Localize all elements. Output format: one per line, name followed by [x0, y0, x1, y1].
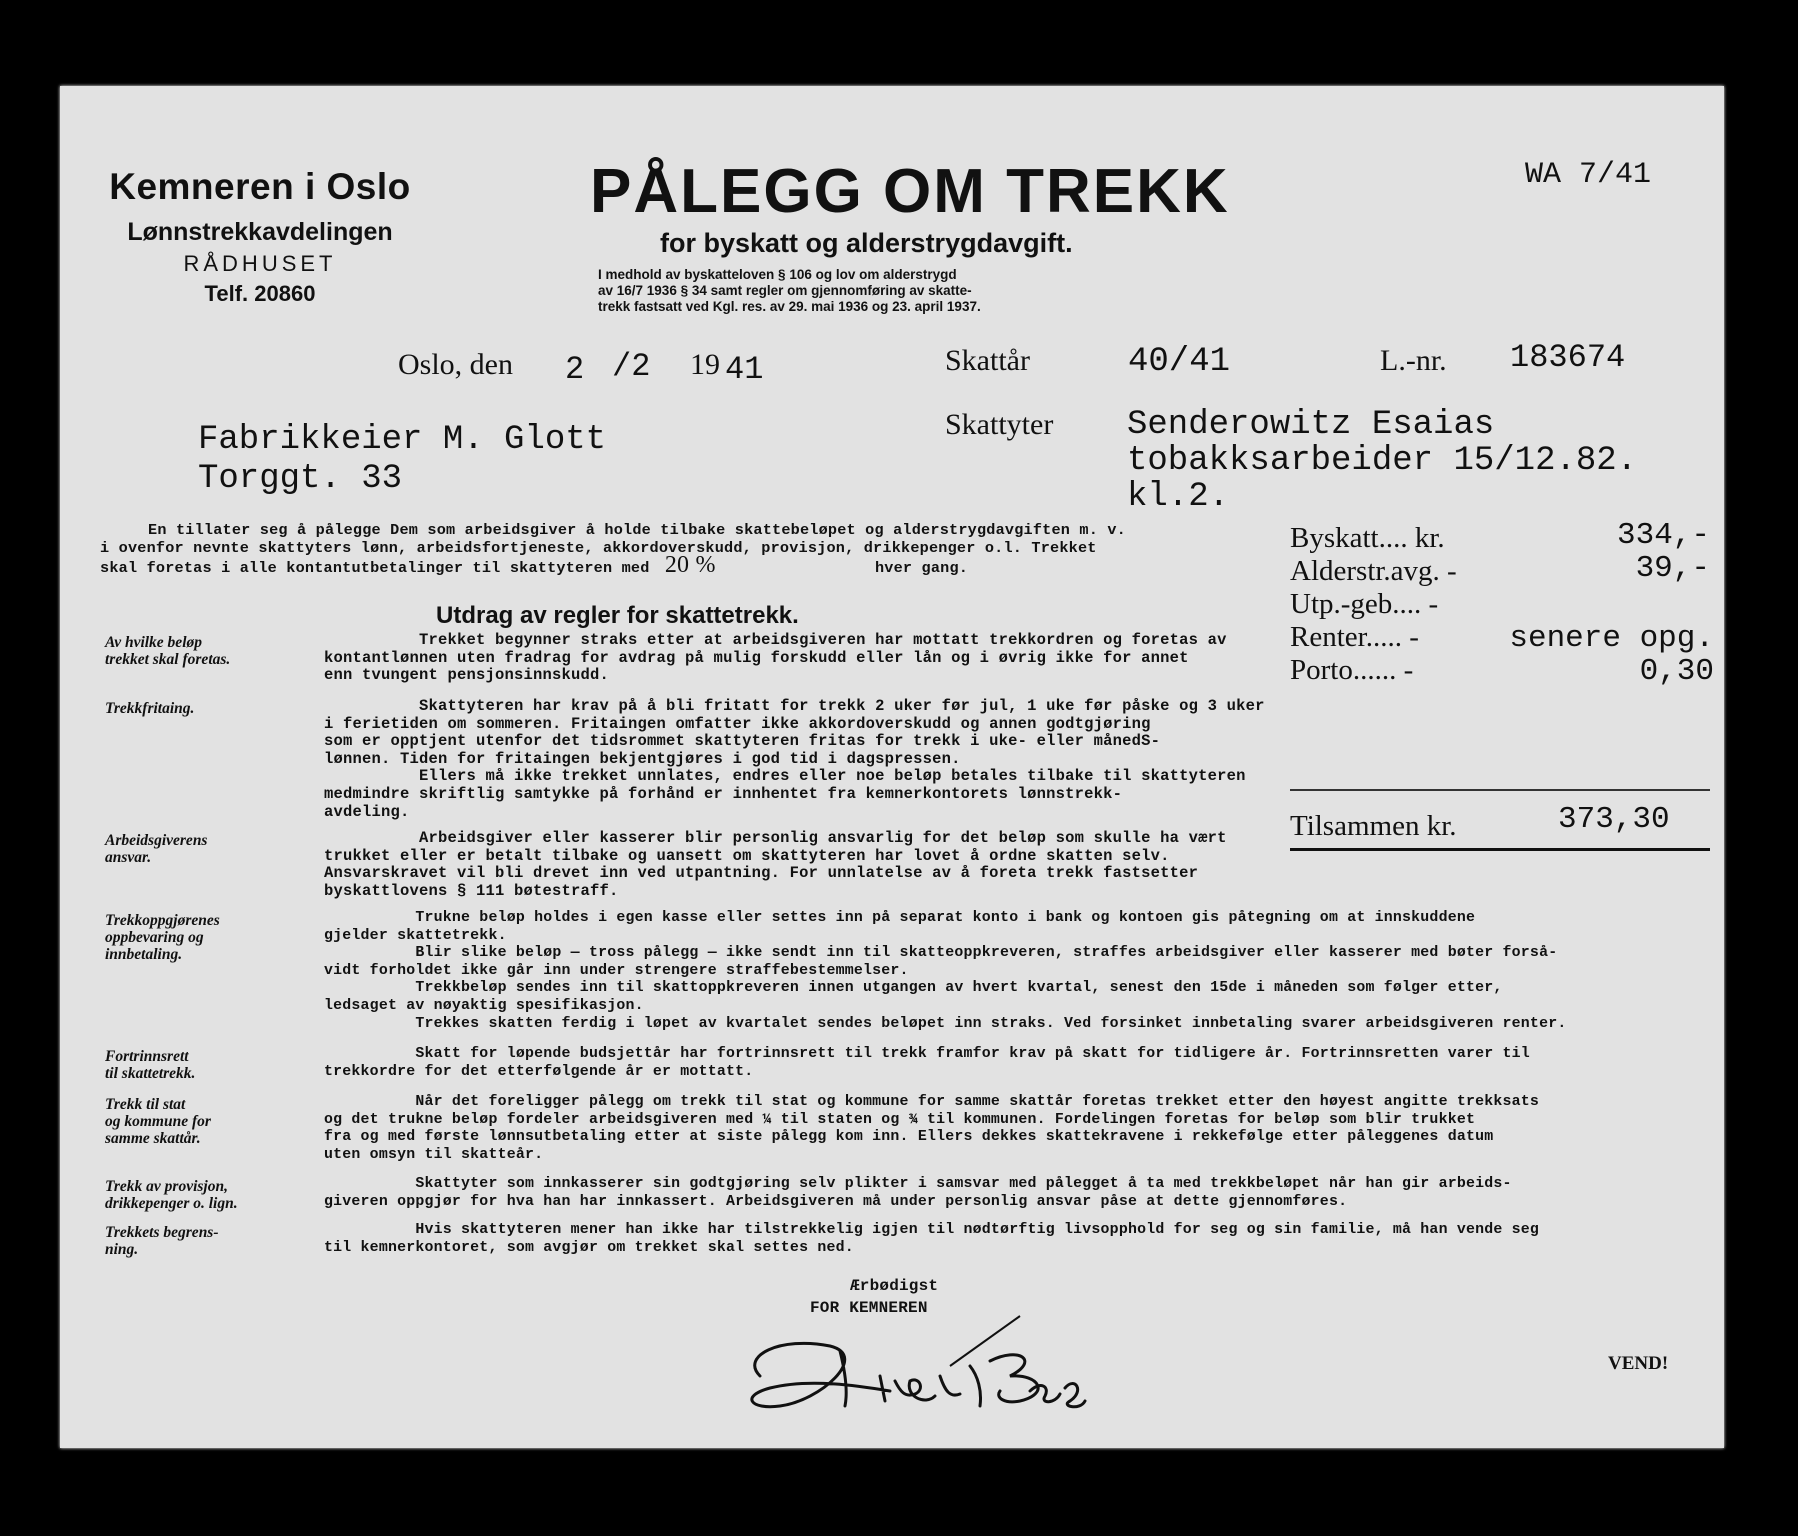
taxpayer-label: Skattyter — [945, 408, 1054, 441]
amounts-block — [1290, 518, 1714, 689]
rule-line: til kemnerkontoret, som avgjør om trekket skal settes ned. — [324, 1239, 854, 1256]
amount-value: 39,- — [1635, 551, 1710, 586]
rule-line: Trukne beløp holdes i egen kasse eller settes inn på separat konto i bank og kontoen gis påtegning om at innskuddene — [324, 910, 1476, 926]
amount-row — [1290, 551, 1710, 588]
rule-side-label — [105, 700, 194, 717]
intro-line: En tillater seg å pålegge Dem som arbeidsgiver å holde tilbake skattebeløpet og alderstrygdavgiften m. v. — [148, 521, 1126, 539]
rule-line: kontantlønnen uten fradrag for avdrag på mulig forskudd eller lån og i øvrig ikke for annet — [324, 648, 1189, 667]
side-line: ansvar. — [105, 849, 152, 866]
rule-line: enn tvungent pensjonsinnskudd. — [324, 666, 610, 685]
rule-line: vidt forholdet ikke går inn under strengere straffebestemmelser. — [324, 962, 909, 979]
tax-year-label: Skattår — [945, 344, 1030, 377]
total-label: Tilsammen kr. — [1290, 810, 1457, 842]
rule-line: Trekkes skatten ferdig i løpet av kvartalet sendes beløpet inn straks. Ved forsinket innbetaling svarer arbeidsgiveren renter. — [324, 1015, 1567, 1032]
office-building: RÅDHUSET — [183, 251, 337, 276]
rule-line: trekkordre for det etterfølgende år er mottatt. — [324, 1063, 754, 1080]
side-line: trekket skal foretas. — [105, 651, 231, 668]
amount-value: 334,- — [1616, 518, 1710, 553]
side-line: drikkepenger o. lign. — [105, 1195, 238, 1212]
rule-text — [324, 698, 1265, 821]
office-name: Kemneren i Oslo — [109, 166, 411, 207]
intro-line: skal foretas i alle kontantutbetalinger til skattyteren med — [100, 559, 650, 578]
rule-line: Skatt for løpende budsjettår har fortrinnsrett til trekk framfor krav på skatt for tidligere år. Fortrinnsretten varer til — [324, 1046, 1530, 1062]
employer-name: Fabrikkeier M. Glott — [198, 421, 607, 459]
side-line: innbetaling. — [105, 946, 183, 963]
rule-text — [324, 1046, 1530, 1081]
document-subtitle: for byskatt og alderstrygdavgift. — [660, 228, 1073, 258]
date-year-suffix: 41 — [725, 351, 764, 388]
side-line: og kommune for — [105, 1113, 211, 1130]
rule-line: Arbeidsgiver eller kasserer blir personlig ansvarlig for det beløp som skulle ha vært — [324, 829, 1227, 847]
legal-line: I medhold av byskatteloven § 106 og lov om alderstrygd — [598, 267, 957, 282]
date-day: 2 — [565, 351, 585, 388]
rule-line: som er opptjent utenfor det tidsrommet skattyteren fritas for trekk i uke- eller månedS- — [324, 732, 1161, 751]
date-year-prefix: 19 — [690, 348, 720, 381]
side-line: Trekkfritaing. — [105, 700, 195, 717]
rule-line: ledsaget av nøyaktig spesifikasjon. — [324, 997, 644, 1014]
tax-year-value: 40/41 — [1128, 343, 1231, 381]
intro-line: hver gang. — [874, 559, 969, 578]
reference-code: WA 7/41 — [1525, 158, 1652, 192]
amount-row — [1290, 621, 1714, 656]
rule-side-label — [105, 912, 220, 963]
rule-line: Trekkbeløp sendes inn til skattoppkreveren innen utgangen av hvert kvartal, senest den 15de i måneden som følger etter, — [324, 980, 1503, 997]
side-line: Fortrinnsrett — [105, 1048, 189, 1065]
lnr-label: L.-nr. — [1380, 344, 1447, 377]
rule-line: fra og med første lønnsutbetaling etter at siste pålegg kom inn. Ellers dekkes skattekravene i rekkefølge etter påleggenes datum — [324, 1129, 1494, 1146]
rule-line: Hvis skattyteren mener han ikke har tilstrekkelig igjen til nødtørftig livsopphold for seg og sin familie, må han vende seg — [324, 1222, 1540, 1238]
amount-label: Utp.-geb.... - — [1290, 588, 1439, 620]
amount-label: Alderstr.avg. - — [1290, 555, 1457, 587]
lnr-value: 183674 — [1510, 339, 1626, 376]
rule-line: Ellers må ikke trekket unnlates, endres eller noe beløp betales tilbake til skattyteren — [324, 767, 1246, 786]
office-department: Lønnstrekkavdelingen — [127, 218, 393, 246]
rule-line: Trekket begynner straks etter at arbeidsgiveren har mottatt trekkordren og foretas av — [324, 631, 1227, 649]
total-underline — [1290, 848, 1710, 851]
rule-side-label — [105, 634, 230, 668]
side-line: samme skattår. — [105, 1130, 201, 1147]
turn-over-note: VEND! — [1608, 1353, 1669, 1374]
side-line: ning. — [105, 1241, 139, 1258]
closing-regards: Ærbødigst — [850, 1277, 939, 1295]
total-value: 373,30 — [1558, 802, 1670, 837]
amount-label: Renter..... - — [1290, 621, 1419, 653]
rule-side-label — [105, 1224, 219, 1258]
amount-row — [1290, 654, 1714, 689]
side-line: oppbevaring og — [105, 929, 204, 946]
rule-line: lønnen. Tiden for fritaingen bekjentgjøres i god tid i dagspressen. — [324, 749, 961, 768]
employer-street: Torggt. 33 — [198, 460, 403, 498]
rule-text — [324, 910, 1566, 1033]
document-title: PÅLEGG OM TREKK — [590, 157, 1230, 226]
rule-line: og det trukne beløp fordeler arbeidsgiveren med ¼ til staten og ¾ til kommunen. Fordelingen foretas for beløp som blir trukket — [324, 1111, 1476, 1128]
rule-line: Når det foreligger pålegg om trekk til stat og kommune for samme skattår foretas trekket etter den høyest angitte trekksats — [324, 1094, 1540, 1110]
rule-line: trukket eller er betalt tilbake og uansett om skattyteren har lovet å ordne skatten selv. — [324, 846, 1170, 865]
date-label: Oslo, den — [398, 348, 513, 381]
amount-value: 0,30 — [1639, 654, 1714, 689]
side-line: Trekkets begrens- — [105, 1224, 219, 1241]
side-line: til skattetrekk. — [105, 1065, 196, 1082]
amount-row — [1290, 588, 1710, 621]
side-line: Arbeidsgiverens — [105, 832, 208, 849]
rule-text — [324, 830, 1227, 900]
rule-text — [324, 1094, 1539, 1164]
rule-line: avdeling. — [324, 802, 410, 821]
rule-side-label — [105, 832, 207, 866]
rule-line: uten omsyn til skatteår. — [324, 1146, 544, 1163]
office-block — [100, 166, 420, 307]
rule-line: Skattyteren har krav på å bli fritatt for trekk 2 uker før jul, 1 uke før påske og 3 uker — [324, 697, 1265, 715]
legal-line: av 16/7 1936 § 34 samt regler om gjennomføring av skatte- — [598, 283, 972, 298]
rule-side-label — [105, 1096, 211, 1147]
taxpayer-class: kl.2. — [1127, 478, 1230, 516]
rule-side-label — [105, 1178, 238, 1212]
amount-value: senere opg. — [1509, 621, 1714, 656]
amount-label: Byskatt.... kr. — [1290, 522, 1445, 554]
office-phone: Telf. 20860 — [204, 281, 316, 306]
rule-text — [324, 1222, 1539, 1257]
intro-paragraph — [100, 522, 1320, 578]
signature — [720, 1306, 1140, 1436]
rule-line: i ferietiden om sommeren. Fritaingen omfatter ikke akkordoverskudd og annen godtgjøring — [324, 714, 1151, 733]
closing-for: FOR KEMNEREN — [810, 1299, 928, 1317]
rule-text — [324, 1176, 1512, 1211]
document-page — [60, 86, 1724, 1448]
rule-side-label — [105, 1048, 195, 1082]
taxpayer-name: Senderowitz Esaias — [1127, 406, 1495, 444]
amount-label: Porto...... - — [1290, 654, 1414, 686]
date-month: /2 — [612, 348, 651, 385]
rule-line: medmindre skriftlig samtykke på forhånd er innhentet fra kemnerkontorets lønnstrekk- — [324, 784, 1123, 803]
taxpayer-occupation: tobakksarbeider 15/12.82. — [1127, 442, 1638, 480]
side-line: Trekk av provisjon, — [105, 1178, 228, 1195]
rules-heading: Utdrag av regler for skattetrekk. — [436, 602, 799, 629]
rule-line: Ansvarskravet vil bli drevet inn ved utpantning. For unnlatelse av å foreta trekk fastsetter — [324, 864, 1199, 883]
legal-basis — [598, 267, 981, 315]
deduction-percent: 20 % — [664, 552, 716, 579]
rule-line: Blir slike beløp — tross pålegg — ikke sendt inn til skatteoppkreveren, straffes arbeidsgiver eller kasserer med bøter forså- — [324, 945, 1558, 962]
rule-line: byskattlovens § 111 bøtestraff. — [324, 881, 619, 900]
rule-line: gjelder skattetrekk. — [324, 927, 507, 944]
rule-line: giveren oppgjør for hva han har innkassert. Arbeidsgiveren må under personlig ansvar påse at dette gjennomføres. — [324, 1193, 1348, 1210]
rule-line: Skattyter som innkasserer sin godtgjøring selv plikter i samsvar med pålegget å ta med trekkbeløpet når han gir arbeids- — [324, 1176, 1512, 1192]
rule-text — [324, 632, 1227, 685]
intro-line: i ovenfor nevnte skattyters lønn, arbeidsfortjeneste, akkordoverskudd, provisjon, drikkepenger o.l. Trekket — [100, 538, 1097, 557]
side-line: Trekk til stat — [105, 1096, 186, 1113]
total-divider — [1290, 789, 1710, 791]
side-line: Trekkoppgjørenes — [105, 912, 220, 929]
side-line: Av hvilke beløp — [105, 634, 202, 651]
legal-line: trekk fastsatt ved Kgl. res. av 29. mai 1936 og 23. april 1937. — [598, 299, 981, 314]
